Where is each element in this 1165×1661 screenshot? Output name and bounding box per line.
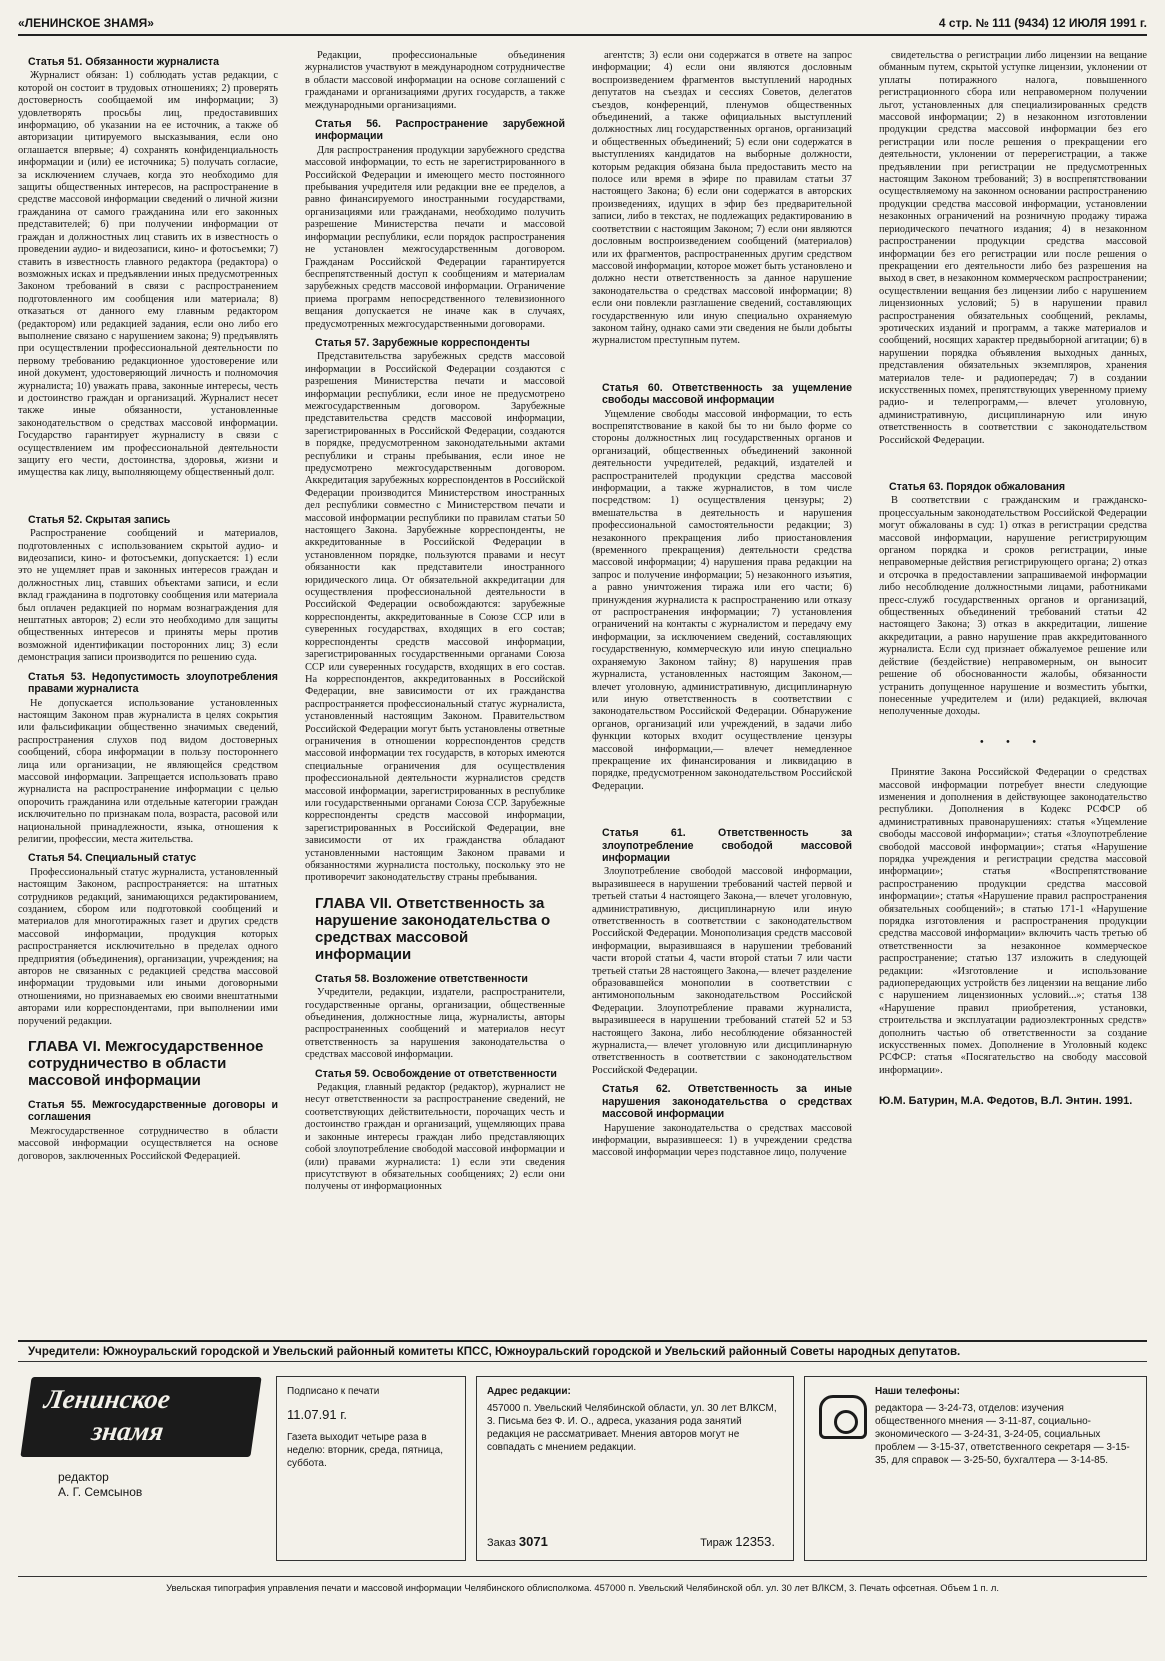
article-53-text: Не допускается использование установленных настоящим Законом прав журналиста в целях сокрытия или фальсификации общественно значимых сведений, распространения слухов под видом достоверных сообщений, сбора информации в пользу постороннего лица или организации, не являющейся средством массовой информации. Запрещается использовать право журналиста на распространение информации с целью опорочить гражданина или отдельные категории граждан исключительно по признакам пола, возраста, расовой или национальной принадлежности, языка, отношения к религии, профессии, места жительства. — [18, 697, 278, 845]
founders-line: Учредители: Южноуральский городской и Увельский районный комитеты КПСС, Южноуральский городской и Увельский районный Советы народных депутатов. — [18, 1340, 1147, 1362]
article-55-title: Статья 55. Межгосударственные договоры и соглашения — [28, 1099, 278, 1124]
column-3 — [592, 50, 852, 1330]
order-label: Заказ — [487, 1537, 516, 1549]
article-59-continuation: агентств; 3) если они содержатся в ответе на запрос информации; 4) если они являются дословным воспроизведением фрагментов выступлений народных депутатов на съездах и сессиях Советов, делегатов съездов, конференций, пленумов общественных объединений, а также официальных выступлений должностных лиц государственных органов, организаций и общественных объединений; 5) если они содержатся в выступлениях кандидатов на выборные должности, которым редакция обязана была предоставить место на полосе или время в эфире по правилам статьи 37 настоящего Закона; 6) если они содержатся в авторских произведениях, идущих в эфир без предварительной записи, либо в текстах, не подлежащих редактированию в соответствии с настоящим Законом; 7) если они являются дословным воспроизведением сообщений (материалов) или их фрагментов, распространенных другим средством массовой информации, которое может быть установлено и должно нести ответственность за данное нарушение законодательства о средствах массовой информации; 8) если они повлекли разглашение сведений, составляющих государственную или иную специально охраняемую законом тайну, однако сами эти сведения не были добыты журналистом преступным путем. — [592, 50, 852, 347]
editor-block — [58, 1470, 142, 1500]
masthead — [18, 1362, 1147, 1577]
amendments-text: Принятие Закона Российской Федерации о средствах массовой информации потребует внести следующие изменения и дополнения в действующее законодательство республики. Дополнения в Кодекс РСФСР об административных правонарушениях: статья «Ущемление свободы массовой информации»; статья «Злоупотребление свободой массовой информации»; статья «Нарушение порядка учреждения и регистрации средства массовой информации»; статья «Воспрепятствование распространению продукции средства массовой информации»; статья «Нарушение правил распространения обязательных сообщений»; в статью 171-1 «Нарушение порядка изготовления и распространения продукции средства массовой информации» включить часть третью об ответственности за незаконное коммерческое распространение; статью 137 изложить в следующей редакции: «Изготовление и использование радиопередающих устройств без лицензии на вещание либо с нарушением лицензионных условий...»; статья 138 «Нарушение правил приобретения, установки, строительства и эксплуатации радиоэлектронных средств» дополнить частью об ответственности за создание искусственных помех. Дополнение в Уголовный кодекс РСФСР: статья «Посягательство на свободу массовой информации». — [879, 767, 1147, 1076]
signed-date: 11.07.91 г. — [287, 1407, 348, 1422]
editor-label: редактор — [58, 1470, 109, 1484]
article-54-text: Профессиональный статус журналиста, установленный настоящим Законом, распространяется: на штатных сотрудников редакций, занимающихся редактированием, созданием, сбором или подготовкой сообщений и материалов для многотиражных газет и других средств массовой информации, продукция которых распространяется исключительно в пределах одного предприятия (объединения), организации, учреждения; на авторов не связанных с редакцией средства массовой информации трудовыми или иными договорными отношениями, но признаваемых ею своими внештатными авторами или корреспондентами, при выполнении ими поручений редакции. — [18, 866, 278, 1027]
circulation — [700, 1535, 775, 1550]
logo-line-1: Ленинское — [42, 1384, 173, 1414]
article-58-text: Учредители, редакции, издатели, распространители, государственные органы, организации, общественные объединения, должностные лица, журналисты, авторы распространенных сообщений и материалов несут ответственность за нарушения законодательства о средствах массовой информации. — [305, 987, 565, 1061]
article-52-title: Статья 52. Скрытая запись — [28, 513, 171, 526]
logo-line-2: знамя — [89, 1416, 166, 1446]
address-box — [476, 1376, 794, 1561]
newspaper-name: «ЛЕНИНСКОЕ ЗНАМЯ» — [18, 16, 154, 30]
article-59-text: Редакция, главный редактор (редактор), журналист не несут ответственности за распространение сведений, не соответствующих действительности, порочащих честь и достоинство граждан и организаций, ущемляющих права и законные интересы граждан либо представляющих собой злоупотребление свободой массовой информации и (или) правами журналиста: 1) если эти сведения присутствуют в обязательных сообщениях; 2) если они получены от информационных — [305, 1082, 565, 1193]
newspaper-logo — [20, 1377, 261, 1457]
article-60-text: Ущемление свободы массовой информации, то есть воспрепятствование в какой бы то ни было форме со стороны должностных лиц государственных органов и организаций, общественных объединений законной деятельности учредителей, редакций, издателей и распространителей продукции средства массовой информации, а также журналистов, в том числе посредством: 1) осуществления цензуры; 2) вмешательства в деятельность и нарушения профессиональной самостоятельности редакции; 3) незаконного прекращения либо приостановления (временного прекращения) деятельности средства массовой информации; 4) нарушения права редакции на запрос и получение информации; 5) незаконного изъятия, а равно уничтожения тиража или его части; 6) принуждения журналиста к распространению или отказу от распространения информации; 7) установления ограничений на контакты с журналистом и передачу ему информации, за исключением сведений, составляющих государственную, коммерческую или иную специально охраняемую Законом тайну; 8) нарушения прав журналиста, установленных настоящим Законом,— влечет уголовную, административную, дисциплинарную или иную ответственность в соответствии с законодательством Российской Федерации. Обнаружение органов, организаций или учреждений, в задачи либо функции которых входит осуществление цензуры массовой информации,— влечет немедленное прекращение их финансирования и ликвидацию в порядке, предусмотренном законодательством Российской Федерации. — [592, 408, 852, 792]
article-56-title: Статья 56. Распространение зарубежной информации — [315, 118, 565, 143]
article-54-title: Статья 54. Специальный статус — [28, 852, 197, 865]
order-number — [487, 1535, 548, 1550]
article-52-text: Распространение сообщений и материалов, подготовленных с использованием скрытой аудио- и видеозаписи, кино- и фотосъемки, допускается: 1) если это не ущемляет прав и законных интересов граждан и должностных лиц, ставших объектами записи, и если вклад гражданина в подготовку сообщения или материала был оплачен редакцией по нормам вознаграждения для нештатных авторов; 2) если это необходимо для защиты общественных интересов и приняты меры против возможной идентификации посторонних лиц; 3) если демонстрация записи производится по решению суда. — [18, 528, 278, 664]
authors-signature: Ю.М. Батурин, М.А. Федотов, В.Л. Энтин. 1991. — [879, 1095, 1133, 1108]
chapter-7-title: ГЛАВА VII. Ответственность за нарушение законодательства о средствах массовой информации — [315, 894, 551, 963]
print-info-box — [276, 1376, 466, 1561]
article-51-title: Статья 51. Обязанности журналиста — [28, 56, 219, 68]
phones-box — [804, 1376, 1147, 1561]
address-text: 457000 п. Увельский Челябинской области, ул. 30 лет ВЛКСМ, 3. Письма без Ф. И. О., адреса, указания рода занятий редакция не рассматривает. Мнения авторов могут не совпадать с мнением редакции. — [487, 1403, 777, 1453]
article-57-text: Представительства зарубежных средств массовой информации в Российской Федерации создаются с разрешения Министерства печати и массовой информации республики, если иное не предусмотрено межгосударственным договором. Зарубежные представительства средств массовой информации, зарегистрированных в Российской Федерации, создаются в порядке, предусмотренном законодательными актами республики и страны пребывания, если иное не предусмотрено межгосударственным договором. Аккредитация зарубежных корреспондентов в Российской Федерации производится Министерством иностранных дел республики совместно с Министерством печати и массовой информации республики по правилам статьи 50 настоящего Закона. Зарубежные корреспонденты, не аккредитованные в Российской Федерации в установленном порядке, пользуются правами и несут обязанности как представители иностранного юридического лица. От обязательной аккредитации для осуществления профессиональной деятельности в Российской Федерации освобождаются: зарубежные корреспонденты, аккредитованные в Союзе ССР или в суверенных государствах, входящих в его состав; корреспонденты средств массовой информации, зарегистрированных государственными органами Союза ССР или суверенных государств, входящих в его состав. На корреспондентов, аккредитованных в Российской Федерации, вне зависимости от их гражданства распространяется профессиональный статус журналиста, установленный настоящим Законом. Правительством Российской Федерации могут быть установлены ответные ограничения в отношении корреспондентов средств массовой информации тех государств, в которых имеются специальные ограничения для осуществления профессиональной деятельности журналистов средств массовой информации, зарегистрированных в республике или государственными органами Союза ССР. Зарубежные корреспонденты средств массовой информации, зарегистрированных в Российской Федерации, вне зависимости от их гражданства обладают установленными настоящим Законом правами и обязанностями журналиста постольку, поскольку это не противоречит законодательству страны пребывания. — [305, 351, 565, 884]
circulation-label: Тираж — [700, 1537, 733, 1549]
telephone-icon — [819, 1395, 867, 1439]
column-2 — [305, 50, 565, 1330]
newspaper-page — [18, 10, 1147, 1651]
phones-text: редактора — 3-24-73, отделов: изучения общественного мнения — 3-11-87, социально-экономического — 3-24-31, 3-24-05, социальных проблем — 3-15-37, ответственного секретаря — 3-15-35, для справок — 3-25-50, бухгалтера — 3-14-85. — [875, 1403, 1130, 1466]
article-61-text: Злоупотребление свободой массовой информации, выразившееся в нарушении требований частей первой и третьей статьи 4 настоящего Закона,— влечет уголовную, административную, дисциплинарную или иную ответственность в соответствии с законодательством Российской Федерации. Монополизация средств массовой информации, выразившаяся в нарушении требований части второй статьи 4, части второй статьи 7 или части третьей статьи 28 настоящего Закона,— влечет разделение образовавшейся монополии в соответствии с антимонопольным законодательством Российской Федерации. Злоупотребление правами журналиста, выразившееся в нарушении требований статей 52 и 53 настоящего Закона, либо несоблюдение обязанностей журналиста,— влечет уголовную или дисциплинарную ответственность в соответствии с законодательством Российской Федерации. — [592, 866, 852, 1076]
address-title: Адрес редакции: — [487, 1386, 571, 1397]
article-61-title: Статья 61. Ответственность за злоупотребление свободой массовой информации — [602, 827, 852, 864]
article-63-title: Статья 63. Порядок обжалования — [889, 481, 1066, 493]
article-56-text: Для распространения продукции зарубежного средства массовой информации, то есть не зарегистрированного в Российской Федерации и имеющего место постоянного пребывания учредителя или редакции вне ее пределов, а равно финансируемого иностранными государствами, организациями или гражданами, необходимо получить разрешение Министерства печати и массовой информации республики, если порядок распространения не установлен межгосударственным договором. Гражданам Российской Федерации гарантируется беспрепятственный доступ к сообщениям и материалам зарубежных средств массовой информации. Ограничение приема программ непосредственного телевизионного вещания допускается не иначе как в случаях, предусмотренных межгосударственными договорами. — [305, 144, 565, 330]
publication-schedule: Газета выходит четыре раза в неделю: вторник, среда, пятница, суббота. — [287, 1432, 443, 1469]
phones-title: Наши телефоны: — [875, 1386, 960, 1397]
article-62-title: Статья 62. Ответственность за иные нарушения законодательства о средствах массовой информации — [602, 1083, 852, 1121]
article-53-title: Статья 53. Недопустимость злоупотребления правами журналиста — [28, 670, 278, 696]
column-4 — [879, 50, 1147, 1330]
section-separator: • • • — [979, 736, 1047, 748]
article-60-title: Статья 60. Ответственность за ущемление свободы массовой информации — [602, 381, 852, 407]
article-55-continuation: Редакции, профессиональные объединения журналистов участвуют в международном сотрудничестве в области массовой информации на основе соглашений с гражданами и организациями других государств, а также международными организациями. — [305, 50, 565, 111]
running-header — [18, 10, 1147, 36]
article-62-text: Нарушение законодательства о средствах массовой информации, выразившееся: 1) в учреждении средства массовой информации через подставное лицо, получение — [592, 1122, 852, 1159]
order-value: 3071 — [518, 1534, 548, 1549]
circulation-value: 12353. — [735, 1534, 775, 1549]
printer-imprint: Увельская типография управления печати и массовой информации Челябинского облисполкома. 457000 п. Увельский Челябинской обл. ул. 30 лет ВЛКСМ, 3. Печать офсетная. Объем 1 п. л. — [166, 1582, 999, 1593]
editor-name: А. Г. Семсынов — [58, 1485, 143, 1499]
chapter-6-title: ГЛАВА VI. Межгосударственное сотрудничество в области массовой информации — [28, 1038, 264, 1090]
article-62-continuation: свидетельства о регистрации либо лицензии на вещание обманным путем, скрытой уступке лицензии, уклонении от уплаты потиражного налога, повышенного регистрационного сбора или неправомерном получении льгот, установленных для специализированных средств массовой информации; 2) в незаконном изготовлении продукции средства массовой информации без его регистрации или после решения о прекращении его деятельности, уклонении от перерегистрации, а также предъявлении при регистрации не предусмотренных настоящим Законом требований; 3) в воспрепятствовании осуществляемому на законном основании распространению продукции средства массовой информации, установлении незаконных ограничений на розничную продажу тиража периодического печатного издания; 4) в незаконном распространении продукции средства массовой информации без его регистрации или после решения о прекращении его деятельности либо без разрешения на выход в свет, в незаконном коммерческом распространении; осуществлении вещания без лицензии либо с нарушением лицензионных условий; 5) в нарушении правил распространения обязательных сообщений, рекламы, эротических изданий и программ, а также материалов и сообщений, носящих характер предвыборной агитации; 6) в нарушении порядка объявления выходных данных, представления обязательных экземпляров, хранения материалов теле- и радиопередач; 7) в создании искусственных помех, препятствующих уверенному приему радио- и телепрограмм,— влечет уголовную, административную, дисциплинарную или иную ответственность в соответствии с законодательством Российской Федерации. — [879, 50, 1147, 446]
article-58-title: Статья 58. Возложение ответственности — [315, 972, 528, 985]
article-59-title: Статья 59. Освобождение от ответственности — [315, 1067, 557, 1080]
article-55-text: Межгосударственное сотрудничество в области массовой информации осуществляется на основе договоров, заключенных Российской Федерацией. — [18, 1125, 278, 1162]
signed-label: Подписано к печати — [287, 1386, 380, 1397]
column-1 — [18, 50, 278, 1330]
article-51-text: Журналист обязан: 1) соблюдать устав редакции, с которой он состоит в трудовых отношениях; 2) проверять достоверность сообщаемой им информации; 3) удовлетворять просьбы лиц, предоставивших информацию, об указании на ее источник, а также об авторизации цитируемого высказывания, если оно оглашается впервые; 4) сохранять конфиденциальность информации и (или) ее источника; 5) получать согласие, за исключением случаев, когда это необходимо для защиты общественных интересов, на распространение в средстве массовой информации сведений о личной жизни гражданина от самого гражданина или его законных представителей; 6) при получении информации от граждан и должностных лиц ставить их в известность о проведении аудио- и видеозаписи, кино- и фотосъемки; 7) ставить в известность главного редактора (редактора) о возможных исках и предъявлении иных предусмотренных Законом требований в связи с распространением подготовленного им сообщения или материала; 8) отказаться от данного ему главным редактором (редактором) или редакцией задания, если оно либо его выполнение связано с нарушением закона; 9) предъявлять при осуществлении профессиональной деятельности по первому требованию редакционное удостоверение или иной документ, удостоверяющий личность и полномочия журналиста; 10) уважать права, законные интересы, честь и достоинство граждан и организаций. Журналист несет также иные обязанности, установленные законодательством о средствах массовой информации. Государство гарантирует журналисту в связи с осуществлением им профессиональной деятельности защиту его чести, достоинства, здоровья, жизни и имущества как лицу, выполняющему общественный долг. — [18, 70, 278, 479]
issue-info: 4 стр. № 111 (9434) 12 ИЮЛЯ 1991 г. — [938, 16, 1147, 30]
article-63-text: В соответствии с гражданским и гражданско-процессуальным законодательством Российской Федерации могут обжалованы в суд: 1) отказ в регистрации средства массовой информации, нарушение регистрирующим органом порядка и сроков регистрации, иные неправомерные действия регистрирующего органа; 2) отказ и отсрочка в предоставлении запрашиваемой информации либо несоблюдение должностными лицами, работниками пресс-служб государственных органов и организаций, общественных объединений требований статьи 42 настоящего Закона; 3) отказ в аккредитации, лишение аккредитации, а равно нарушение прав аккредитованного журналиста. Если суд признает обжалуемое решение или действие (бездействие) неправомерным, он выносит решение об обоснованности жалобы, обязанности устранить допущенное нарушение и возместить убытки, понесенные учредителем и (или) редакцией, включая неполученные доходы. — [879, 495, 1147, 718]
article-57-title: Статья 57. Зарубежные корреспонденты — [315, 336, 530, 349]
